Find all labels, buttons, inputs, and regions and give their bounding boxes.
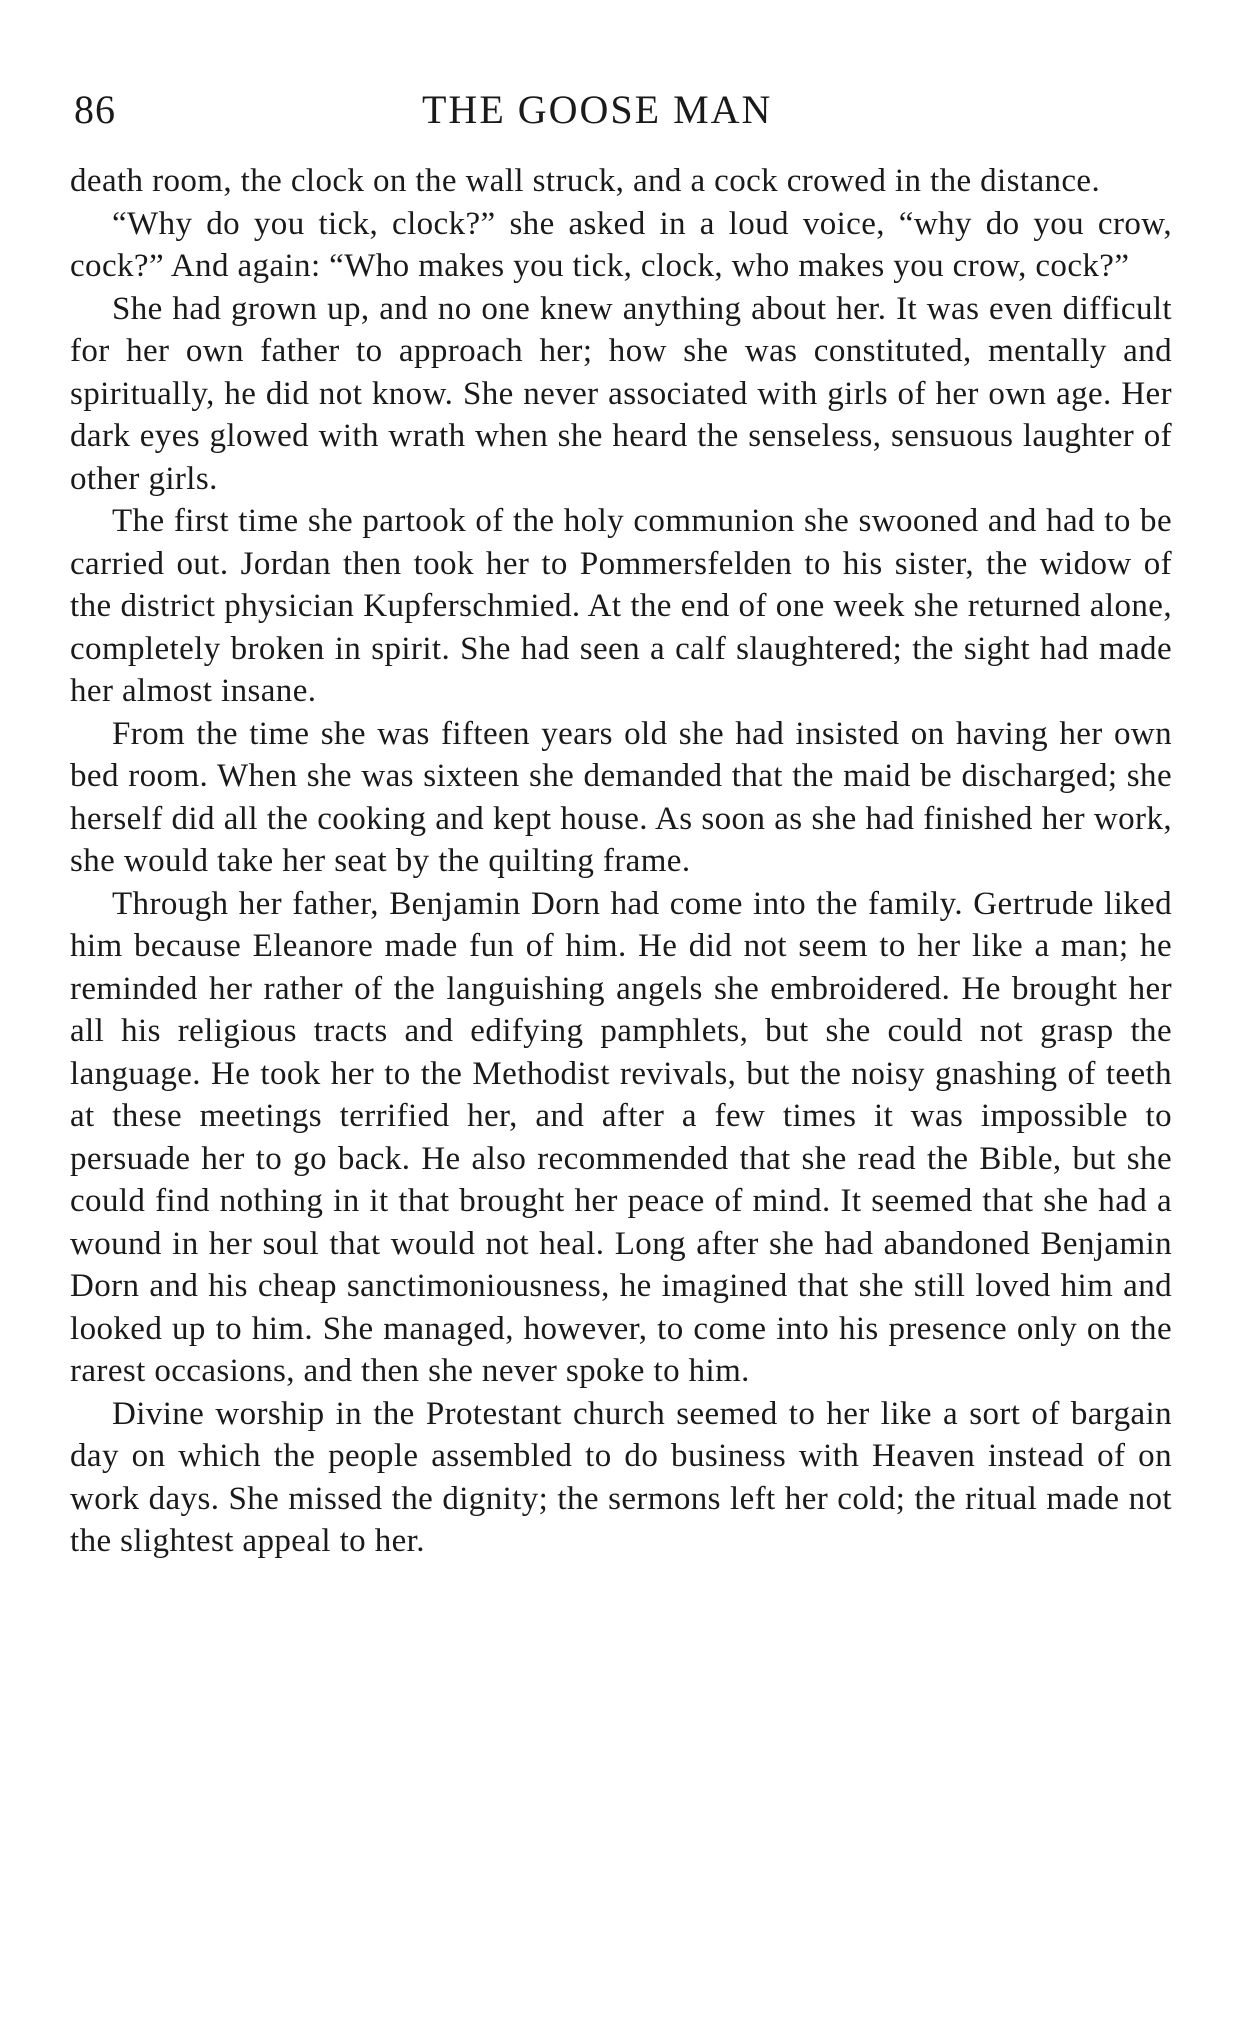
running-title: THE GOOSE MAN: [422, 87, 773, 132]
paragraph: The first time she partook of the holy communion she swooned and had to be carried out. Jordan then took her to Pommersfelden to his sister, the widow of the district physician Kupferschmied. At the end of one week she returned alone, completely broken in spirit. She had seen a calf slaughtered; the sight had made her almost insane.: [70, 503, 1172, 709]
paragraph: death room, the clock on the wall struck, and a cock crowed in the distance.: [70, 163, 1101, 199]
page-header: [74, 80, 1174, 140]
page-number: 86: [74, 87, 116, 132]
paragraph: From the time she was fifteen years old she had insisted on having her own bed room. When she was sixteen she demanded that the maid be discharged; she herself did all the cooking and kept house. As soon as she had finished her work, she would take her seat by the quilting frame.: [70, 715, 1172, 879]
paragraph: Through her father, Benjamin Dorn had come into the family. Gertrude liked him because Eleanore made fun of him. He did not seem to her like a man; he reminded her rather of the languishing angels she embroidered. He brought her all his religious tracts and edifying pamphlets, but she could not grasp the language. He took her to the Methodist revivals, but the noisy gnashing of teeth at these meetings terrified her, and after a few times it was impossible to persuade her to go back. He also recommended that she read the Bible, but she could find nothing in it that brought her peace of mind. It seemed that she had a wound in her soul that would not heal. Long after she had abandoned Benjamin Dorn and his cheap sanctimoniousness, he imagined that she still loved him and looked up to him. She managed, however, to come into his presence only on the rarest occasions, and then she never spoke to him.: [70, 885, 1172, 1389]
body-text: [70, 160, 1172, 1563]
paragraph: Divine worship in the Protestant church seemed to her like a sort of bargain day on which the people assembled to do business with Heaven instead of on work days. She missed the dignity; the sermons left her cold; the ritual made not the slightest appeal to her.: [70, 1395, 1172, 1559]
paragraph: She had grown up, and no one knew anything about her. It was even difficult for her own father to approach her; how she was constituted, mentally and spiritually, he did not know. She never associated with girls of her own age. Her dark eyes glowed with wrath when she heard the senseless, sensuous laughter of other girls.: [70, 290, 1172, 497]
paragraph: “Why do you tick, clock?” she asked in a loud voice, “why do you crow, cock?” And again: “Who makes you tick, clock, who makes you crow, cock?”: [70, 205, 1172, 284]
